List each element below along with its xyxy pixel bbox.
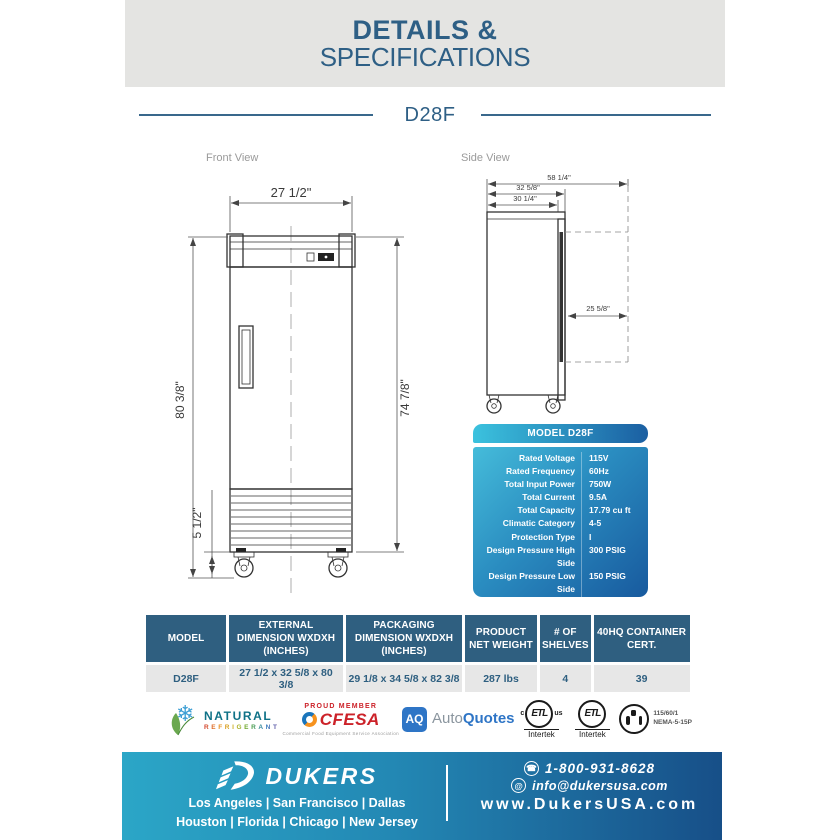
spec-label: Design Pressure Low Side [488, 570, 575, 594]
etl-mark-icon: ETL [578, 700, 606, 728]
email-address: info@dukersusa.com [532, 778, 668, 793]
table-header-row [146, 615, 690, 662]
front-width-dim: 27 1/2" [270, 185, 312, 200]
spec-label: Total Input Power [504, 479, 575, 490]
page-title-line2: SPECIFICATIONS [319, 42, 531, 73]
website-url: www.DukersUSA.com [480, 796, 699, 813]
col-packaging-dimension: PACKAGING DIMENSION WXDXH (INCHES) [346, 615, 462, 662]
front-view-label: Front View [206, 152, 259, 164]
cfesa-name: CFESA [319, 709, 380, 729]
phone-icon: ☎ [524, 761, 539, 776]
spec-label: Rated Voltage [518, 453, 575, 463]
side-view-label: Side View [461, 152, 510, 164]
spec-label: Rated Frequency [506, 466, 575, 477]
footer-divider [446, 765, 448, 821]
model-spec-card [473, 424, 648, 608]
side-casters [487, 395, 560, 413]
spec-row [473, 452, 648, 465]
refrigerant-label: REFRIGERANT [204, 724, 280, 731]
spec-row [473, 478, 648, 491]
cell-packaging-dimension: 29 1/8 x 34 5/8 x 82 3/8 [346, 665, 462, 692]
control-switch-icon [307, 253, 314, 261]
spec-value: C-Pentane [581, 596, 631, 609]
spec-value: 115V [581, 452, 608, 465]
autoquotes-badge [402, 707, 515, 732]
col-external-dimension: EXTERNAL DIMENSION WXDXH (INCHES) [229, 615, 343, 662]
front-caster-height-dim: 5 1/2" [190, 507, 204, 539]
intertek-label: Intertek [524, 729, 559, 739]
spec-row [473, 531, 648, 544]
spec-label: Protection Type [511, 531, 575, 542]
proud-member-label: PROUD MEMBER [304, 702, 378, 710]
spec-row [473, 544, 648, 570]
divider-line-right [481, 114, 711, 116]
cfesa-tagline: Commercial Food Equipment Service Association [282, 730, 400, 736]
spec-row [473, 504, 648, 517]
table-row [146, 665, 690, 692]
spec-row [473, 491, 648, 504]
cell-external-dimension: 27 1/2 x 32 5/8 x 80 3/8 [229, 665, 343, 692]
nema-plug-badge [619, 704, 692, 734]
cities-line1: Los Angeles | San Francisco | Dallas [188, 796, 406, 810]
spec-row [473, 517, 648, 530]
spec-value: I [581, 531, 591, 544]
page-title-line1: DETAILS & [352, 14, 498, 45]
spec-row [473, 596, 648, 609]
natural-label: NATURAL [204, 709, 273, 723]
col-model: MODEL [146, 615, 226, 662]
dukers-logo-icon [216, 760, 258, 792]
etl-us-badge [517, 700, 565, 739]
brand-name: DUKERS [265, 762, 378, 789]
col-net-weight: PRODUCT NET WEIGHT [465, 615, 537, 662]
etl-us-label: us [554, 710, 563, 717]
spec-label: Insulation Blowing Gas [481, 597, 575, 608]
col-shelves: # OF SHELVES [540, 615, 591, 662]
side-door-open-dim: 25 5/8" [586, 304, 610, 313]
front-body-height-dim: 74 7/8" [398, 379, 412, 417]
plug-spec-line1: 115/60/1 [653, 710, 679, 718]
etl-c-label: c [520, 710, 525, 717]
autoquotes-name-blue: Quotes [462, 710, 515, 727]
cell-model: D28F [146, 665, 226, 692]
phone-number: 1-800-931-8628 [544, 761, 656, 776]
model-title: D28F [404, 103, 456, 126]
etl-mark-icon: ETL [525, 700, 553, 728]
side-total-depth-dim: 58 1/4" [547, 173, 571, 182]
aq-icon: AQ [402, 707, 427, 732]
divider-line-left [139, 114, 373, 116]
cfesa-circle-icon [302, 712, 317, 727]
etl-badge [568, 700, 616, 739]
spec-label: Design Pressure High Side [486, 544, 575, 568]
email-icon: @ [511, 778, 526, 793]
snowflake-leaf-icon [168, 701, 202, 737]
spec-value: 9.5A [581, 491, 607, 504]
spec-value: 150 PSIG [581, 570, 626, 596]
spec-value: 300 PSIG [581, 544, 626, 570]
cities-line2: Houston | Florida | Chicago | New Jersey [176, 814, 418, 829]
certification-badges [168, 691, 692, 747]
dimensions-table [143, 612, 693, 695]
col-container-cert: 40HQ CONTAINER CERT. [594, 615, 690, 662]
model-title-row [125, 102, 725, 128]
spec-label: Total Capacity [517, 505, 575, 516]
spec-value: 17.79 cu ft [581, 504, 631, 517]
cell-shelves: 4 [540, 665, 591, 692]
spec-value: 60Hz [581, 465, 609, 478]
spec-row [473, 465, 648, 478]
cell-net-weight: 287 lbs [465, 665, 537, 692]
side-body-depth-dim: 32 5/8" [516, 183, 540, 192]
spec-row [473, 570, 648, 596]
cfesa-badge [282, 703, 399, 736]
autoquotes-name-gray: Auto [431, 710, 463, 727]
side-door-depth-dim: 30 1/4" [513, 194, 537, 203]
footer [122, 752, 722, 840]
side-door-handle [560, 232, 564, 362]
spec-card-body [473, 447, 648, 608]
spec-label: Total Current [522, 492, 575, 503]
spec-value: 4-5 [581, 517, 601, 530]
plug-spec-line2: NEMA-5-15P [653, 719, 692, 726]
natural-refrigerant-badge [168, 701, 280, 737]
svg-text:❄: ❄ [176, 701, 195, 726]
door-handle [239, 326, 253, 388]
spec-label: Climatic Category [502, 518, 575, 529]
plug-icon [619, 704, 649, 734]
spec-card-title: MODEL D28F [473, 424, 648, 443]
intertek-label: Intertek [575, 729, 610, 739]
front-total-height-dim: 80 3/8" [173, 381, 187, 419]
spec-value: 750W [581, 478, 611, 491]
cell-container-cert: 39 [594, 665, 690, 692]
header-band [125, 0, 725, 87]
